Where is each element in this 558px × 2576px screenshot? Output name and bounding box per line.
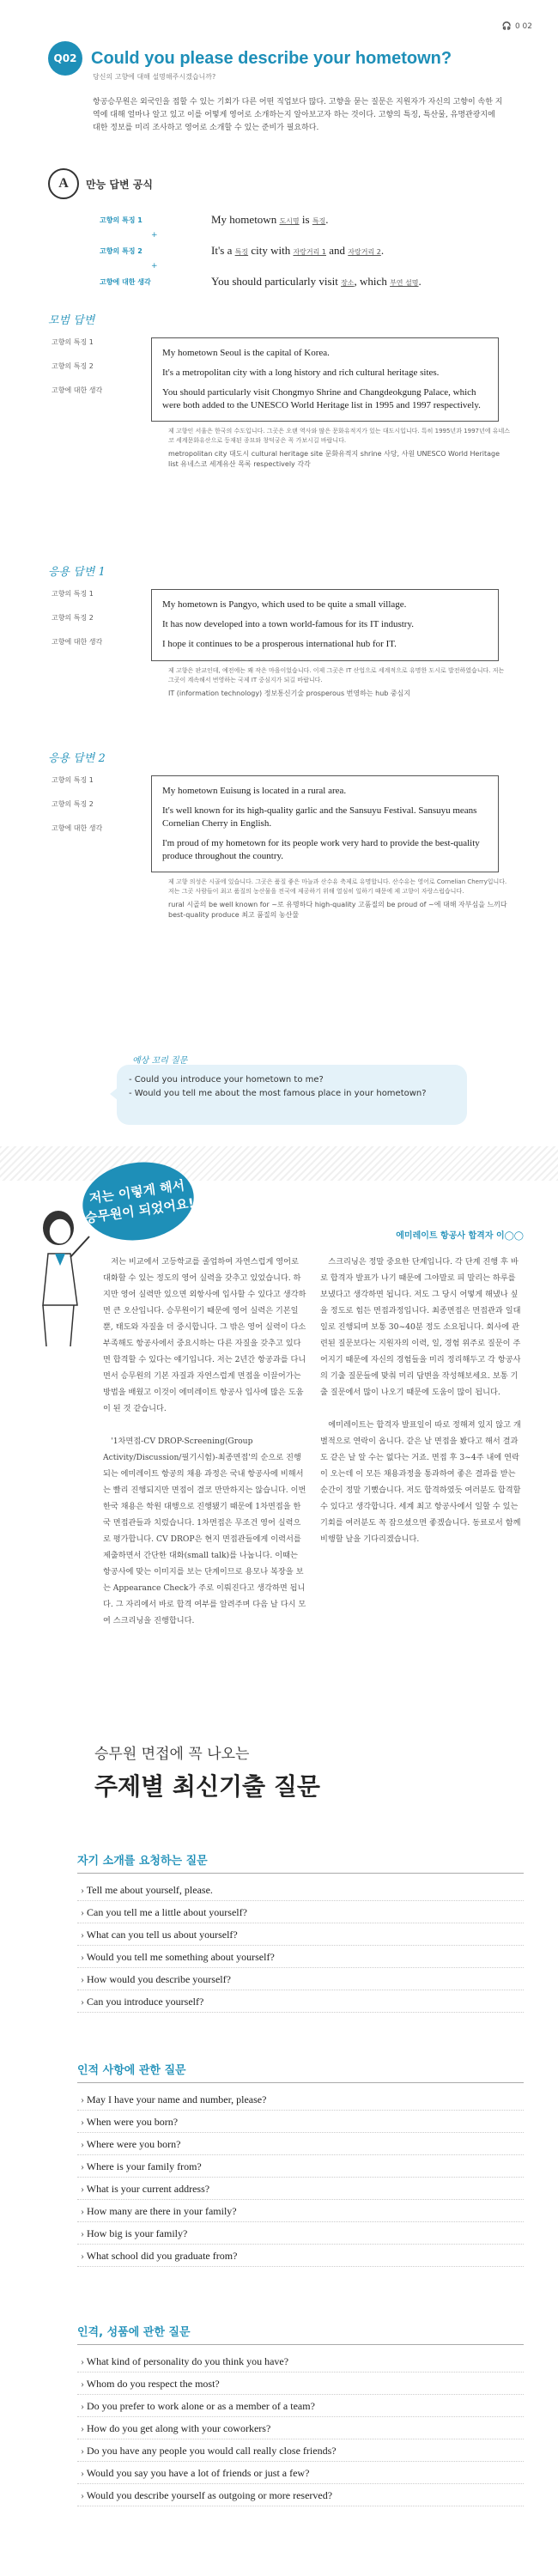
formula-title: 만능 답변 공식: [86, 178, 153, 191]
list-item: › Would you describe yourself as outgoing or more reserved?: [77, 2484, 524, 2506]
answer-sentence: It's a metropolitan city with a long history and rich cultural heritage sites.: [162, 368, 440, 378]
success-story: [103, 1254, 524, 1629]
answer-box: [151, 589, 499, 661]
answer-label: 고향의 특징 2: [52, 362, 94, 370]
formula-text: It's a: [211, 244, 233, 257]
section-divider: [0, 1146, 558, 1181]
formula-text: My hometown: [211, 213, 277, 226]
story-bubble: 저는 이렇게 해서 승무원이 되었어요!: [77, 1155, 198, 1247]
plus-icon: +: [151, 262, 158, 270]
question-title: Could you please describe your hometown?: [91, 48, 452, 68]
answer-box: [151, 337, 499, 422]
plus-icon: +: [151, 231, 158, 240]
audio-track[interactable]: [502, 22, 532, 31]
formula-blank: 부연 설명: [390, 279, 419, 287]
story-paragraph: 에미레이트는 합격자 발표일이 따로 정해져 있지 않고 개별적으로 연락이 옵니다. 같은 날 면접을 봤다고 해서 결과도 같은 날 알 수는 없다는 거죠. 면접 후 3~4주 내에 연락이 오는데 이 모든 채용과정을 통과하여 좋은 결과를 받는 순간이 정말 기뻤습니다. 저도 합격하였듯 여러분도 합격할 수 있다고 생각합니다. 세계 최고 항공사에서 일할 수 있는 기회를 여러분도 꼭 잡으셨으면 좋겠습니다. 동료로서 함께 비행할 날을 기다리겠습니다.: [320, 1420, 521, 1544]
answer-sentence: My hometown is Pangyo, which used to be quite a small village.: [162, 599, 407, 610]
answer-sentence: It has now developed into a town world-famous for its IT industry.: [162, 619, 414, 629]
model-answer: [48, 311, 512, 470]
latest-questions-subtitle: 승무원 면접에 꼭 나오는: [94, 1746, 250, 1763]
formula-text: is: [301, 213, 310, 226]
answer-label: 고향에 대한 생각: [52, 638, 103, 646]
answer-formula: [48, 168, 512, 294]
question-intro: 항공승무원은 외국인을 접할 수 있는 기회가 다른 어떤 직업보다 많다. 고향을 묻는 질문은 지원자가 자신의 고향이 속한 지역에 대해 얼마나 알고 있고 이를 어떻게 영어로 소개하는지 알아보고자 하는 것이다. 고향의 특징, 특산물, 유명관광지에 대한 정보를 미리 조사하고 영어로 소개할 수 있는 준비가 필요하다.: [93, 98, 503, 132]
applied-answer-title: 응용 답변 1: [48, 566, 106, 579]
followup-tag: 예상 꼬리 질문: [132, 1056, 188, 1066]
list-item: › Do you have any people you would call really close friends?: [77, 2439, 524, 2462]
formula-row: 고향에 대한 생각 You should particularly visit 장소, which 부연 설명.: [100, 275, 422, 288]
followup-questions: [117, 1056, 467, 1125]
answer-label: 고향의 특징 2: [52, 800, 94, 808]
list-item: › May I have your name and number, please?: [77, 2088, 524, 2111]
formula-row: 고향의 특징 1 My hometown 도시명 is 특징.: [100, 213, 329, 226]
latest-questions-header: [94, 1741, 320, 1802]
formula-blank: 특징: [312, 217, 326, 225]
list-item: › What is your current address?: [77, 2178, 524, 2200]
question-group-title: 인적 사항에 관한 질문: [77, 2061, 524, 2083]
applied-answer-1: [48, 562, 512, 699]
list-item: › How do you get along with your coworkers?: [77, 2417, 524, 2439]
answer-sentence: It's well known for its high-quality garlic and the Sansuyu Festival. Sansuyu means Cornelian Cherry in English.: [162, 805, 477, 829]
model-answer-title: 모범 답변: [48, 314, 95, 327]
formula-text: , which: [354, 275, 387, 288]
formula-blank: 자랑거리 2: [348, 248, 381, 256]
list-item: › Do you prefer to work alone or as a member of a team?: [77, 2395, 524, 2417]
answer-translation: 제 고향인 서울은 한국의 수도입니다. 그곳은 오랜 역사와 많은 문화유적지가 있는 대도시입니다. 특히 1995년과 1997년에 유네스코 세계문화유산으로 등재된 종묘와 창덕궁은 꼭 가보시길 바랍니다.: [168, 428, 511, 444]
question-group: [77, 1851, 524, 2013]
answer-sentence: My hometown Euisung is located in a rural area.: [162, 786, 347, 796]
list-item: › Tell me about yourself, please.: [77, 1879, 524, 1901]
formula-label: 고향에 대한 생각: [100, 277, 151, 286]
answer-sentence: My hometown Seoul is the capital of Korea.: [162, 348, 330, 358]
bubble-tail: [110, 1087, 118, 1101]
story-paragraph: 저는 비교에서 고등학교를 졸업하여 자연스럽게 영어로 대화할 수 있는 정도의 영어 실력을 갖추고 있었습니다. 하지만 영어 실력만 있으면 외항사에 입사할 수 있다고 생각하면 큰 오산입니다. 승무원이기 때문에 영어 실력은 기본일 뿐, 태도와 자질을 더 중시합니다. 그 밖은 영어 실력이 다소 부족해도 항공사에서 중요시하는 다른 자질을 갖추고 있다면 합격할 수 있다는 얘기입니다. 저는 2년간 항공과를 다니면서 승무원의 기본 자질과 자연스럽게 면접을 이끌어가는 방법을 배웠고 이것이 에미레이트 항공사 입사에 많은 도움이 된 것 같습니다.: [103, 1257, 306, 1413]
question-group: [77, 2323, 524, 2506]
formula-label: 고향의 특징 1: [100, 216, 143, 224]
formula-row: 고향의 특징 2 It's a 특징 city with 자랑거리 1 and 자랑거리 2.: [100, 244, 385, 257]
formula-blank: 장소: [341, 279, 355, 287]
list-item: › Can you tell me a little about yourself?: [77, 1901, 524, 1923]
question-group: [77, 2061, 524, 2267]
story-author: 에미레이트 항공사 합격자 이◯◯: [396, 1231, 524, 1241]
answer-label: 고향의 특징 1: [52, 338, 94, 346]
list-item: › How would you describe yourself?: [77, 1968, 524, 1990]
followup-line: - Could you introduce your hometown to me?: [129, 1075, 324, 1084]
latest-questions-title: 주제별 최신기출 질문: [94, 1772, 320, 1801]
answer-label: 고향에 대한 생각: [52, 386, 103, 394]
answer-translation: 제 고향 의성은 시골에 있습니다. 그곳은 품질 좋은 마늘과 산수유 축제로 유명합니다. 산수유는 영어로 Cornelian Cherry입니다. 저는 그곳 사람들이 최고 품질의 농산물을 전국에 제공하기 위해 열심히 일하기 때문에 제 고향이 자랑스럽습니다.: [168, 878, 507, 895]
question-badge: Q02: [48, 41, 82, 76]
list-item: › When were you born?: [77, 2111, 524, 2133]
question-header: [48, 41, 452, 76]
list-item: › Where were you born?: [77, 2133, 524, 2155]
formula-text: city with: [251, 244, 291, 257]
answer-translation: 제 고향은 판교인데, 예전에는 꽤 작은 마을이었습니다. 이제 그곳은 IT 산업으로 세계적으로 유명한 도시로 발전하였습니다. 저는 그곳이 계속해서 번영하는 국제 IT 중심지가 되길 바랍니다.: [168, 667, 505, 683]
list-item: › Would you tell me something about yourself?: [77, 1946, 524, 1968]
formula-label: 고향의 특징 2: [100, 246, 143, 255]
answer-sentence: I'm proud of my hometown for its people work very hard to provide the best-quality produce throughout the country.: [162, 838, 480, 861]
list-item: › What school did you graduate from?: [77, 2245, 524, 2267]
applied-answer-2: [48, 749, 512, 920]
formula-text: and: [329, 244, 346, 257]
headphones-icon: 🎧: [501, 22, 512, 31]
track-label: 0 02: [514, 22, 532, 31]
flight-attendant-illustration: [17, 1202, 94, 1348]
story-paragraph: '1차면접-CV DROP-Screening(Group Activity/Discussion/필기시험)-최종면접'의 순으로 진행되는 에미레이트 항공의 채용 과정은 국내 항공사에 비해서는 빨리 진행되지만 면접이 결코 만만하지는 않습니다. 이번 한국 채용은 학원 대행으로 진행됐기 때문에 1차면접을 한국 면접관들과 치렀습니다. 1차면접은 무조건 영어 실력으로 평가합니다. CV DROP은 현지 면접관들에게 이력서를 제출하면서 간단한 대화(small talk)를 나눕니다. 이때는 항공사에 맞는 이미지를 보는 단계이므로 용모나 복장을 보는 Appearance Check가 주로 이뤄진다고 생각하면 됩니다. 그 자리에서 바로 합격 여부를 알려주며 다음 날 다시 모여 스크리닝을 진행합니다.: [103, 1437, 306, 1625]
applied-answer-title: 응용 답변 2: [48, 752, 106, 765]
answer-label: 고향에 대한 생각: [52, 824, 103, 832]
followup-line: - Would you tell me about the most famous place in your hometown?: [129, 1089, 427, 1098]
question-subtitle: 당신의 고향에 대해 설명해주시겠습니까?: [93, 73, 216, 81]
answer-label: 고향의 특징 1: [52, 776, 94, 784]
answer-label: 고향의 특징 1: [52, 590, 94, 598]
formula-blank: 자랑거리 1: [293, 248, 326, 256]
list-item: › Can you introduce yourself?: [77, 1990, 524, 2013]
list-item: › Whom do you respect the most?: [77, 2372, 524, 2395]
vocab-list: metropolitan city 대도시 cultural heritage site 문화유적지 shrine 사당, 사원 UNESCO World Heritage list 유네스코 세계유산 목록 respectively 각각: [168, 450, 500, 468]
story-paragraph: 스크리닝은 정말 중요한 단계입니다. 각 단계 진행 후 바로 합격자 발표가 나기 때문에 그야말로 피 말리는 하루를 보냈다고 생각하면 됩니다. 저도 그 당시 어떻게 해냈나 싶을 정도로 힘든 면접과정입니다. 최종면접은 면접관과 일대일로 진행되며 보통 30~40분 정도 소요됩니다. 회사에 관련된 질문보다는 지원자의 이력, 일, 경험 위주로 질문이 주어지기 때문에 자신의 경험들을 미리 정리해두고 각 항공사의 기출 질문들에 맞춰 미리 답변을 작성해보세요. 보통 기출 질문에서 많이 나오기 때문에 도움이 많이 됩니다.: [320, 1257, 521, 1397]
formula-blank: 특징: [234, 248, 249, 256]
list-item: › Would you say you have a lot of friends or just a few?: [77, 2462, 524, 2484]
answer-label: 고향의 특징 2: [52, 614, 94, 622]
list-item: › How big is your family?: [77, 2222, 524, 2245]
list-item: › Where is your family from?: [77, 2155, 524, 2178]
answer-sentence: You should particularly visit Chongmyo Shrine and Changdeokgung Palace, which were both added to the UNESCO World Heritage list in 1995 and 1997 respectively.: [162, 387, 481, 410]
answer-box: [151, 775, 499, 872]
formula-blank: 도시명: [279, 217, 300, 225]
question-group-title: 자기 소개를 요청하는 질문: [77, 1851, 524, 1874]
list-item: › What can you tell us about yourself?: [77, 1923, 524, 1946]
answer-bulb-icon: A: [48, 168, 79, 199]
vocab-list: IT (information technology) 정보통신기술 prosperous 번영하는 hub 중심지: [168, 690, 411, 697]
question-group-title: 인격, 성품에 관한 질문: [77, 2323, 524, 2345]
formula-text: You should particularly visit: [211, 275, 338, 288]
vocab-list: rural 시골의 be well known for ~로 유명하다 high-quality 고품질의 be proud of ~에 대해 자부심을 느끼다 best-quality produce 최고 품질의 농산물: [168, 901, 507, 919]
list-item: › How many are there in your family?: [77, 2200, 524, 2222]
answer-sentence: I hope it continues to be a prosperous international hub for IT.: [162, 639, 397, 649]
list-item: › What kind of personality do you think you have?: [77, 2350, 524, 2372]
